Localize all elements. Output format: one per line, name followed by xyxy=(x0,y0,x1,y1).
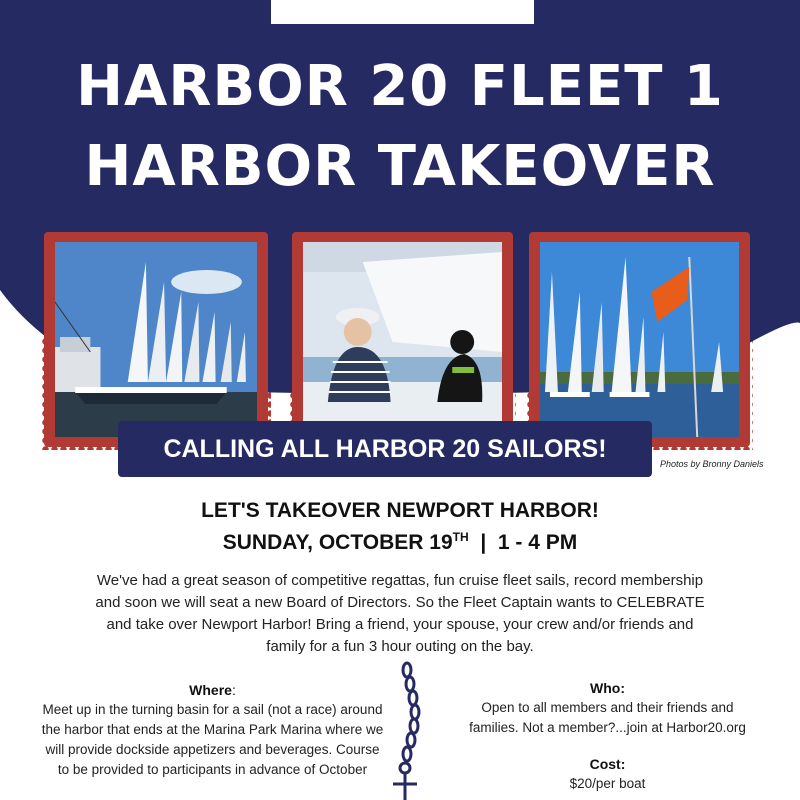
where-section xyxy=(40,680,385,780)
photo-skipper-and-dog xyxy=(303,242,502,437)
cost-heading: Cost: xyxy=(589,756,626,772)
who-section xyxy=(455,678,760,794)
where-colon: : xyxy=(231,682,236,698)
cost-text: $20/per boat xyxy=(569,776,646,791)
top-white-tab xyxy=(271,0,534,24)
photo-regatta-flag xyxy=(540,242,739,437)
date-suffix: TH xyxy=(452,530,469,544)
where-text: Meet up in the turning basin for a sail (not a race) around the harbor that ends at the Marina Park Marina where we will provide dockside appetizers and beverages. Course to be provided to participants in advance of October xyxy=(41,702,384,777)
event-date: SUNDAY, OCTOBER 19 xyxy=(222,531,453,554)
title-line-1: HARBOR 20 FLEET 1 xyxy=(76,54,724,119)
photo-frame-2 xyxy=(292,232,513,447)
where-heading xyxy=(40,680,385,700)
who-heading: Who: xyxy=(590,680,625,696)
event-date-time xyxy=(0,530,800,555)
event-time: | 1 - 4 PM xyxy=(468,531,578,554)
intro-paragraph: We've had a great season of competitive regattas, fun cruise fleet sails, record membership and soon we will seat a new Board of Directors. So the Fleet Captain wants to CELEBRATE and take over Newport Harbor! Bring a friend, your spouse, your crew and/or friends and family for a fun 3 hour outing on the bay. xyxy=(95,572,705,655)
takeover-heading: LET'S TAKEOVER NEWPORT HARBOR! xyxy=(201,499,599,522)
photo-frame-3 xyxy=(529,232,750,447)
photo-frame-1 xyxy=(44,232,268,447)
photo-credit: Photos by Bronny Daniels xyxy=(660,459,764,469)
anchor-chain-icon xyxy=(385,660,435,800)
where-label: Where xyxy=(189,682,232,698)
title-line-2: HARBOR TAKEOVER xyxy=(84,134,716,199)
calling-all-sailors-banner: CALLING ALL HARBOR 20 SAILORS! xyxy=(118,421,652,477)
photo-docked-sailboats xyxy=(55,242,257,437)
who-text: Open to all members and their friends and families. Not a member?...join at Harbor20.org xyxy=(469,700,746,735)
